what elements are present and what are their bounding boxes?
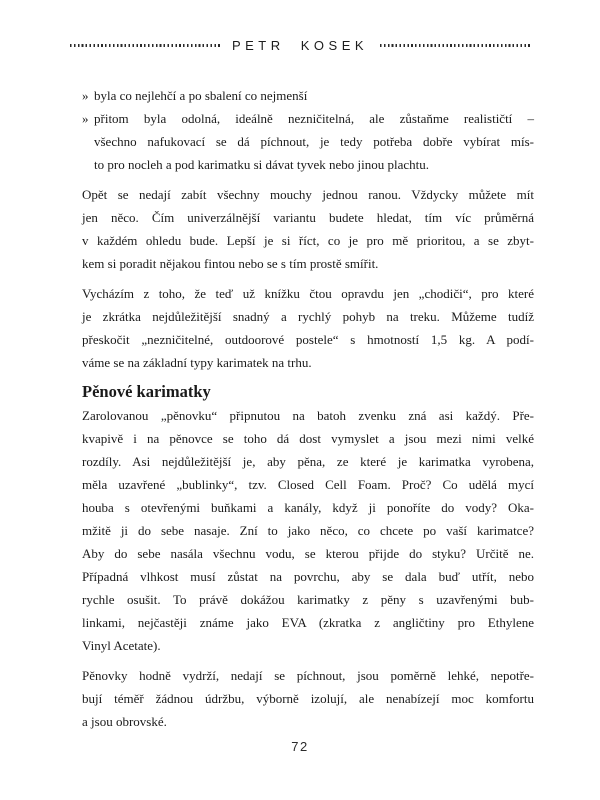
text-line: kem si poradit nějakou fintou nebo se s tím prostě smířit. — [82, 256, 379, 271]
bullet-marker: » — [82, 111, 89, 126]
header-rule-right — [380, 44, 530, 47]
page-number: 72 — [291, 739, 309, 754]
text-line: Případná vlhkost musí zůstat na povrchu, aby se dala buď utřít, nebo — [82, 569, 534, 584]
text-line: linkami, nejčastěji známe jako EVA (zkratka z angličtiny pro Ethylene — [82, 615, 534, 630]
text-line: byla co nejlehčí a po sbalení co nejmenší — [94, 88, 308, 103]
text-line: kvapivě i na pěnovce se toho dá dost vymyslet a jsou mezi nimi velké — [82, 431, 534, 446]
bullet-item — [82, 107, 534, 176]
text-line: přeskočit „nezničitelné, outdoorové postele“ s hmotností 1,5 kg. A podí- — [82, 332, 534, 347]
section-heading: Pěnové karimatky — [82, 382, 211, 401]
paragraph — [82, 183, 534, 275]
header-rule-left — [70, 44, 220, 47]
text-line: Opět se nedají zabít všechny mouchy jednou ranou. Vždycky můžete mít — [82, 187, 534, 202]
text-line: Aby do sebe nasála všechnu vodu, se kterou přijde do styku? Určitě ne. — [82, 546, 534, 561]
text-line: měla uzavřené „bublinky“, tzv. Closed Cell Foam. Proč? Co udělá mycí — [82, 477, 534, 492]
paragraph — [82, 664, 534, 733]
text-line: Vinyl Acetate). — [82, 638, 161, 653]
text-line: váme se na základní typy karimatek na trhu. — [82, 355, 312, 370]
text-line: houba s otevřenými buňkami a kanály, když ji ponoříte do vody? Oka- — [82, 500, 534, 515]
text-line: rozdíly. Asi nejdůležitější je, aby pěna, ze které je karimatka vyrobena, — [82, 454, 534, 469]
text-line: bují téměř žádnou údržbu, výborně izolují, ale nenabízejí moc komfortu — [82, 691, 534, 706]
text-line: Pěnovky hodně vydrží, nedají se píchnout, jsou poměrně lehké, nepotře- — [82, 668, 534, 683]
page-body — [82, 84, 534, 733]
text-line: je zkrátka nejdůležitější snadný a rychlý pohyb na treku. Můžeme tudíž — [82, 309, 534, 324]
text-line: mžitě ji do sebe nasaje. Zní to jako něco, co chcete po vaší karimatce? — [82, 523, 534, 538]
author-name: PETR KOSEK — [231, 37, 369, 53]
page-header — [0, 36, 600, 54]
text-line: Vycházím z toho, že teď už knížku čtou opravdu jen „chodiči“, pro které — [82, 286, 534, 301]
text-line: a jsou obrovské. — [82, 714, 167, 729]
text-line: to pro nocleh a pod karimatku si dávat tyvek nebo jinou plachtu. — [94, 157, 430, 172]
text-line: rychle osušit. To právě dokážou karimatky z pěny s uzavřenými bub- — [82, 592, 534, 607]
text-line: v každém ohledu bude. Lepší je si říct, co je pro mě prioritou, a se zbyt- — [82, 233, 534, 248]
text-line: jen něco. Čím univerzálnější variantu budete hledat, tím víc průměrná — [82, 210, 534, 225]
text-line: všechno nafukovací se dá píchnout, je tedy potřeba dobře vybírat mís- — [94, 134, 534, 149]
paragraph — [82, 282, 534, 374]
paragraph — [82, 404, 534, 657]
text-line: Zarolovanou „pěnovku“ připnutou na batoh zvenku zná asi každý. Pře- — [82, 408, 534, 423]
bullet-marker: » — [82, 88, 89, 103]
page-footer — [0, 738, 600, 756]
text-line: přitom byla odolná, ideálně nezničitelná, ale zůstaňme realističtí – — [94, 111, 534, 126]
bullet-item — [82, 84, 534, 107]
